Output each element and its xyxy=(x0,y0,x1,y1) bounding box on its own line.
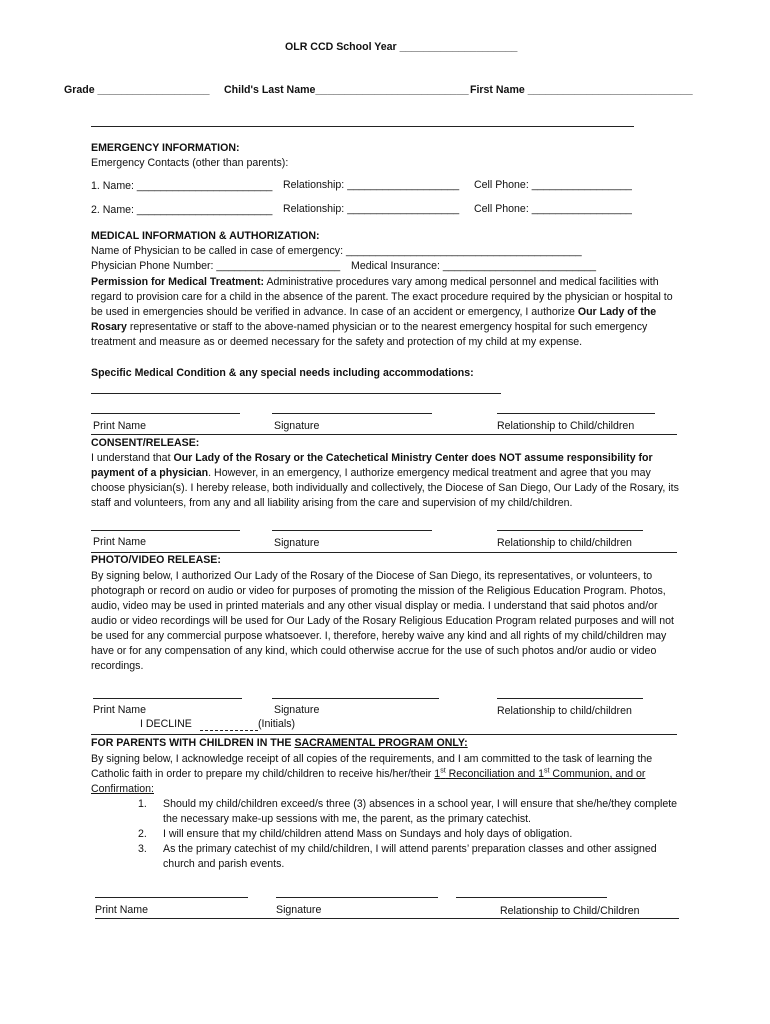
specific-condition-line[interactable] xyxy=(91,393,501,394)
section-divider-1 xyxy=(91,434,677,435)
medical-insurance-field[interactable]: Medical Insurance: __________________________ xyxy=(351,260,597,272)
last-name-field[interactable]: Child's Last Name__________________________ xyxy=(224,84,469,96)
print-name-label-4: Print Name xyxy=(95,904,148,916)
print-name-line-3[interactable] xyxy=(93,698,242,699)
ordinal-sup-2: st xyxy=(544,767,550,775)
print-name-line-1[interactable] xyxy=(91,413,240,414)
sacramental-intro xyxy=(91,752,681,797)
contact1-cell-field[interactable]: Cell Phone: _________________ xyxy=(474,179,632,191)
signature-label-2: Signature xyxy=(274,537,320,549)
decline-initials-line[interactable] xyxy=(200,730,258,731)
ordinal-1: 1 xyxy=(434,768,441,780)
decline-label: I DECLINE xyxy=(140,718,192,730)
header-rule xyxy=(91,126,634,127)
grade-field[interactable]: Grade ___________________ xyxy=(64,84,210,96)
relationship-label-2: Relationship to child/children xyxy=(497,537,632,549)
contact2-relationship-field[interactable]: Relationship: ___________________ xyxy=(283,203,460,215)
print-name-label-1: Print Name xyxy=(93,420,146,432)
physician-name-field[interactable]: Name of Physician to be called in case of emergency: ________________________________________ xyxy=(91,245,582,257)
specific-condition-label: Specific Medical Condition & any special needs including accommodations: xyxy=(91,367,474,379)
photo-release-paragraph: By signing below, I authorized Our Lady of the Rosary of the Diocese of San Diego, its representatives, or volunteers, to photograph or record on audio or video for purposes of promoting the mission of the Religious Education Program. Photos, audio, video may be used in printed materials and any other visual display or media. I understand that said photos and/or audio or video recordings will be used for Our Lady of the Rosary Religious Education Program related purposes and will not be used for any commercial purpose whatsoever. I, therefore, hereby waive any kind and all rights of my child/children may have or for any compensation of any kind, which could otherwise accrue for the use of such photos and/or audio or video recordings. xyxy=(91,570,674,672)
medical-permission-paragraph xyxy=(91,275,681,350)
signature-line-4[interactable] xyxy=(276,897,438,898)
list-item: Should my child/children exceed/s three (3) absences in a school year, I will ensure that she/he/they complete the necessary make-up sessions with me, the parent, as the primary catechist. xyxy=(163,798,678,825)
consent-heading: CONSENT/RELEASE: xyxy=(91,437,200,449)
signature-line-3[interactable] xyxy=(272,698,439,699)
consent-text-2: . However, in an emergency, I authorize emergency medical treatment and agree that you may choose physician(s). I hereby release, both individually and collectively, the Diocese of San Diego, Our Lady of the Rosary, its staff and volunteers, from any and all liability arising from the care and supervision of my child/children. xyxy=(91,467,679,509)
relationship-label-1: Relationship to Child/children xyxy=(497,420,635,432)
signature-label-3: Signature xyxy=(274,704,320,716)
contact2-cell-field[interactable]: Cell Phone: _________________ xyxy=(474,203,632,215)
permission-text-1: Administrative procedures vary among medical personnel and medical facilities with regard to provision care for a child in the absence of the parent. The exact procedure required by the physician or hospital to be used in emergencies should be verified in advance. In case of an accident or emergency, I authorize xyxy=(91,276,673,318)
sacramental-heading xyxy=(91,736,468,751)
relationship-label-4: Relationship to Child/Children xyxy=(500,905,640,917)
list-item: As the primary catechist of my child/children, I will attend parents’ preparation classes and other assigned church and parish events. xyxy=(163,843,657,870)
section-divider-4 xyxy=(95,918,679,919)
list-item: I will ensure that my child/children attend Mass on Sundays and holy days of obligation. xyxy=(163,828,573,840)
ordinal-sup-1: st xyxy=(440,767,446,775)
medical-heading: MEDICAL INFORMATION & AUTHORIZATION: xyxy=(91,230,320,242)
first-name-field[interactable]: First Name ____________________________ xyxy=(470,84,693,96)
permission-bold: Our Lady of the Rosary xyxy=(91,306,657,333)
sacramental-heading-pre: FOR PARENTS WITH CHILDREN IN THE xyxy=(91,737,295,749)
consent-paragraph xyxy=(91,451,681,511)
consent-bold: Our Lady of the Rosary or the Catechetical Ministry Center does NOT assume responsibility for payment of a physician xyxy=(91,452,653,479)
consent-text-1: I understand that xyxy=(91,452,174,464)
emergency-heading: EMERGENCY INFORMATION: xyxy=(91,142,240,154)
relationship-line-3[interactable] xyxy=(497,698,643,699)
physician-phone-field[interactable]: Physician Phone Number: _____________________ xyxy=(91,260,341,272)
print-name-label-3: Print Name xyxy=(93,704,146,716)
permission-text-2: representative or staff to the above-named physician or to the nearest emergency hospital for such emergency treatment and measure as or deemed necessary for the safety and protection of my child at my expense. xyxy=(91,321,648,348)
permission-label: Permission for Medical Treatment: xyxy=(91,276,265,288)
list-item-number: 3. xyxy=(138,843,147,855)
contact2-name-field[interactable]: 2. Name: _______________________ xyxy=(91,204,273,216)
relationship-label-3: Relationship to child/children xyxy=(497,705,632,717)
sacramental-heading-underlined: SACRAMENTAL PROGRAM ONLY: xyxy=(294,737,468,749)
photo-release-heading: PHOTO/VIDEO RELEASE: xyxy=(91,554,221,566)
print-name-line-4[interactable] xyxy=(95,897,248,898)
signature-label-4: Signature xyxy=(276,904,322,916)
relationship-line-4[interactable] xyxy=(456,897,607,898)
print-name-label-2: Print Name xyxy=(93,536,146,548)
reconciliation-text: Reconciliation and 1 xyxy=(445,768,545,780)
relationship-line-2[interactable] xyxy=(497,530,643,531)
contact1-relationship-field[interactable]: Relationship: ___________________ xyxy=(283,179,460,191)
sacramental-intro-text: By signing below, I acknowledge receipt of all copies of the requirements, and I am committed to the task of learning the Catholic faith in order to prepare my child/children to receive his/her/their xyxy=(91,753,653,780)
signature-line-1[interactable] xyxy=(272,413,432,414)
school-year-title: OLR CCD School Year ____________________ xyxy=(285,41,518,53)
signature-label-1: Signature xyxy=(274,420,320,432)
communion-text: Communion, and or Confirmation: xyxy=(91,768,646,795)
initials-label: (Initials) xyxy=(258,718,296,730)
contact1-name-field[interactable]: 1. Name: _______________________ xyxy=(91,180,273,192)
relationship-line-1[interactable] xyxy=(497,413,655,414)
list-item-number: 1. xyxy=(138,798,147,810)
signature-line-2[interactable] xyxy=(272,530,432,531)
list-item-number: 2. xyxy=(138,828,147,840)
emergency-subheading: Emergency Contacts (other than parents): xyxy=(91,157,289,169)
print-name-line-2[interactable] xyxy=(91,530,240,531)
section-divider-3 xyxy=(91,734,677,735)
